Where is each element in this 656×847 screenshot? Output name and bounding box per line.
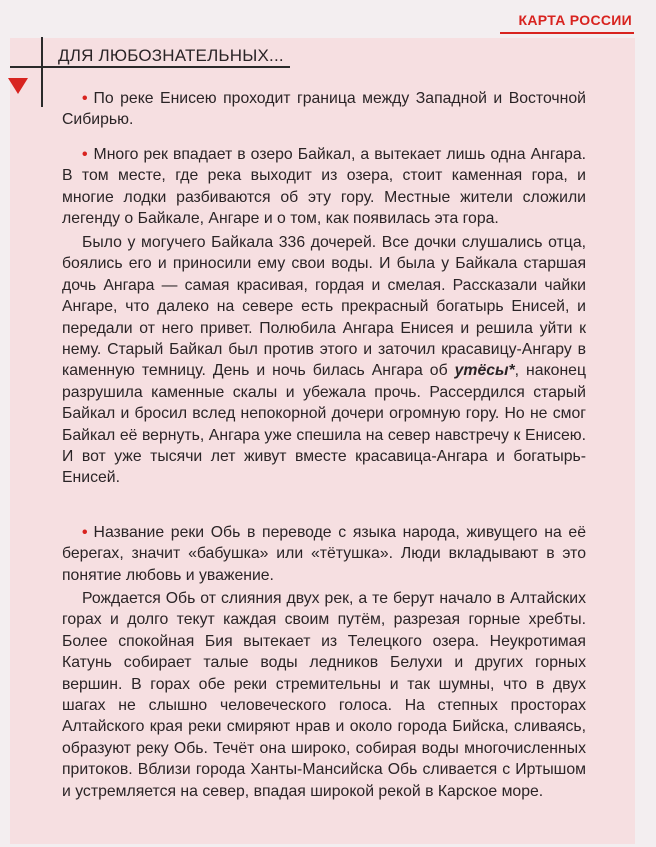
- paragraph-ob-origin: [62, 588, 586, 802]
- paragraph-angara-text: Много рек впадает в озеро Байкал, а вытекает лишь одна Ангара. В том месте, где река выходит из озера, стоит каменная гора, и многие лодки разбиваются об эту гору. Местные жители сложили легенду о Байкале, Ангаре и о том, как появилась эта гора.: [62, 146, 586, 228]
- header-underline: [500, 32, 634, 34]
- paragraph-yenisei: [62, 88, 586, 131]
- paragraph-ob-name-text: Название реки Обь в переводе с языка народа, живущего на её берегах, значит «бабушка» или «тётушка». Люди вкладывают в это понятие любовь и уважение.: [62, 524, 586, 584]
- box-title: ДЛЯ ЛЮБОЗНАТЕЛЬНЫХ...: [58, 46, 284, 65]
- paragraph-legend-text-start: Было у могучего Байкала 336 дочерей. Все дочки слушались отца, боялись его и приносили ему свои воды. И была у Байкала старшая дочь Ангара — самая красивая, гордая и смелая. Рассказали чайки Ангаре, что далеко на севере есть прекрасный богатырь Енисей, и передали от него привет. Полюбила Ангара Енисея и решила уйти к нему. Старый Байкал был против этого и заточил красавицу-Ангару в каменную темницу. День и ночь билась Ангара об: [62, 234, 586, 380]
- corner-vertical-rule: [41, 37, 43, 107]
- bullet-icon: •: [82, 90, 88, 107]
- paragraph-yenisei-text: По реке Енисею проходит граница между Западной и Восточной Сибирью.: [62, 90, 586, 129]
- paragraph-legend: [62, 232, 586, 489]
- bullet-icon: •: [82, 146, 88, 163]
- paragraph-ob-origin-text: Рождается Обь от слияния двух рек, а те берут начало в Алтайских горах и долго текут каждая своим путём, разрезая горные хребты. Более спокойная Бия вытекает из Телецкого озера. Неукротимая Катунь собирает талые воды ледников Белухи и других горных вершин. В горах обе реки стремительны и так шумны, что в двух шагах не слышно человеческого голоса. На степных просторах Алтайского края реки смиряют нрав и около города Бийска, сливаясь, образуют реку Обь. Течёт она широко, собирая воды многочисленных притоков. Вблизи города Ханты-Мансийска Обь сливается с Иртышом и устремляется на север, впадая широкой рекой в Карское море.: [62, 590, 586, 800]
- paragraph-ob-name: [62, 522, 586, 586]
- corner-horizontal-rule: [10, 66, 290, 68]
- paragraph-legend-text-end: , наконец разрушила каменные скалы и убежала прочь. Рассердился старый Байкал и бросил вслед непокорной дочери огромную гору. Но не смог Байкал её вернуть, Ангара уже спешила на север навстречу к Енисею. И вот уже тысячи лет живут вместе красавица-Ангара и богатырь-Енисей.: [62, 362, 586, 487]
- paragraph-angara: [62, 144, 586, 230]
- glossary-term: утёсы*: [454, 362, 515, 380]
- bullet-icon: •: [82, 524, 88, 541]
- red-triangle-icon: [8, 78, 28, 94]
- section-header-label: КАРТА РОССИИ: [518, 12, 632, 28]
